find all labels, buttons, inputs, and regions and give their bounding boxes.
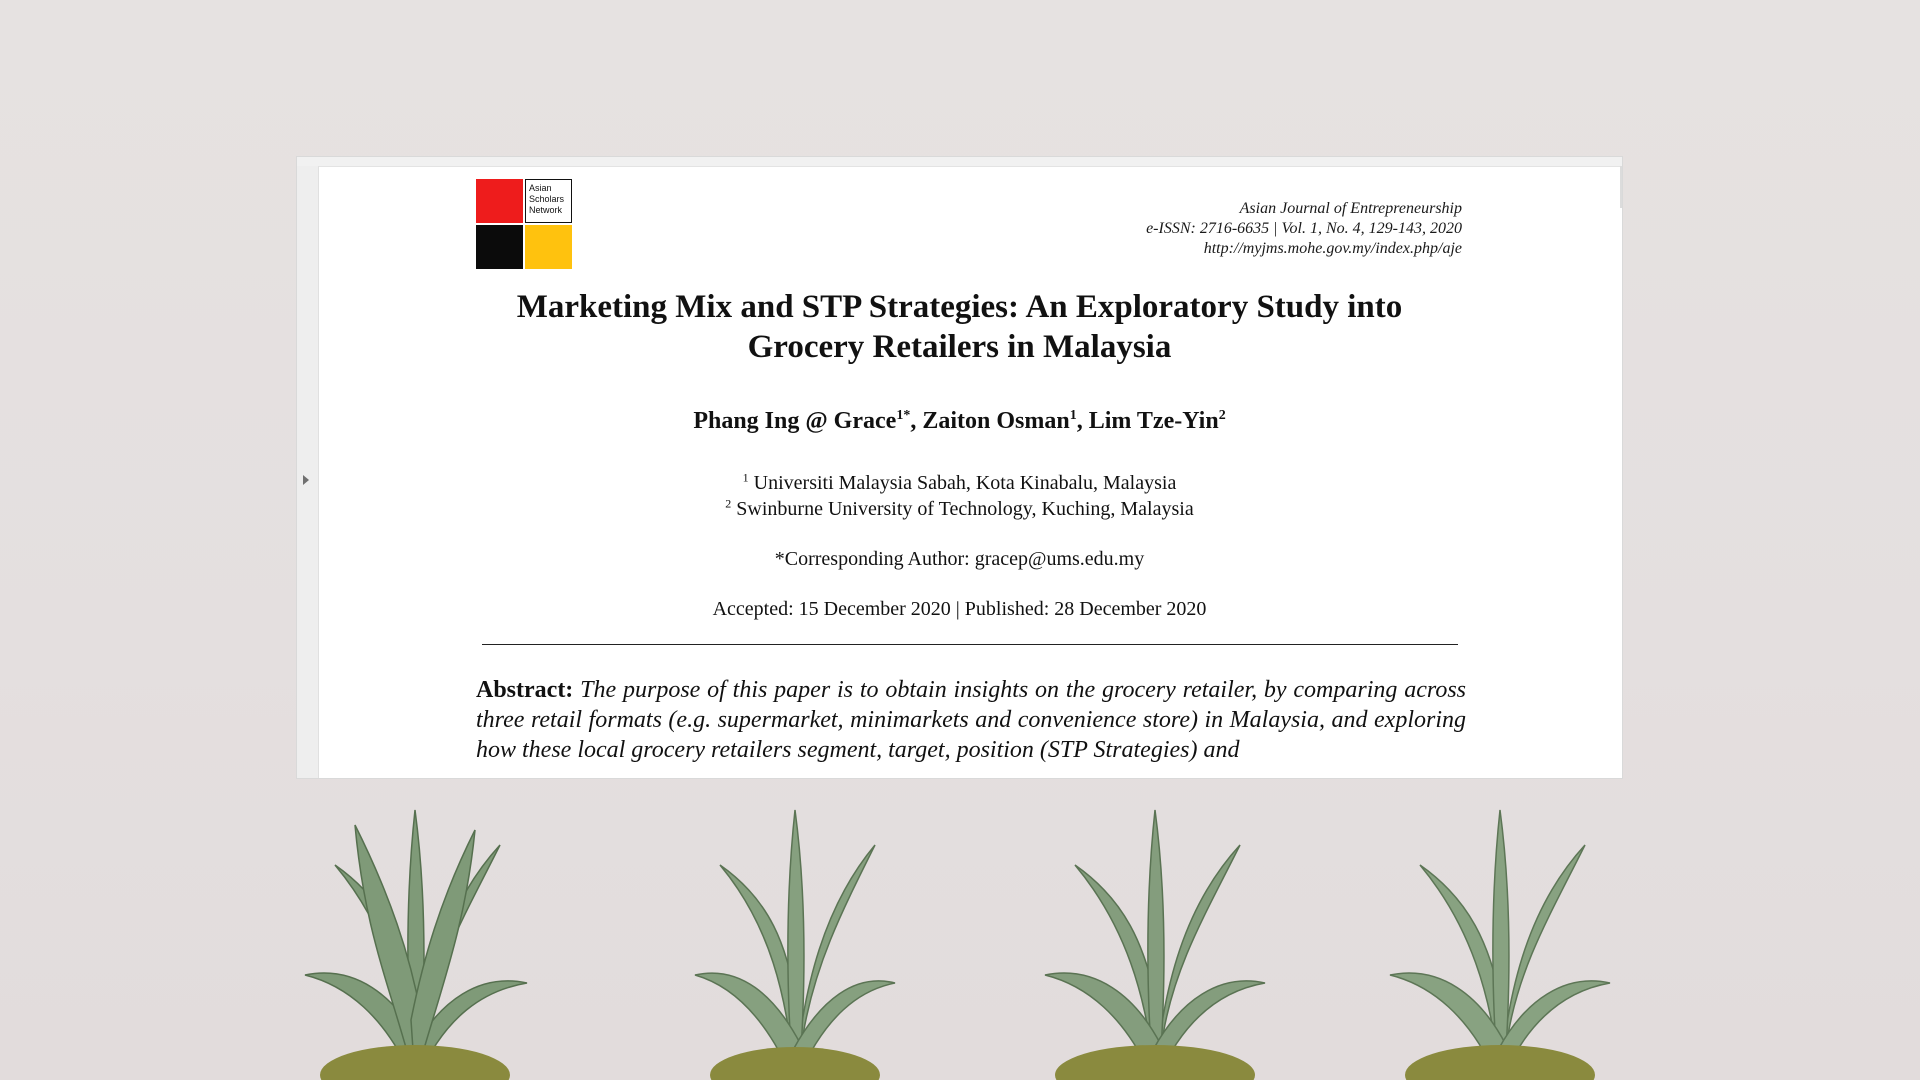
paper-title <box>437 287 1482 367</box>
author-name: Lim Tze-Yin <box>1088 408 1219 434</box>
pineapple-image <box>690 805 900 1080</box>
affiliation-sup: 2 <box>725 496 732 511</box>
journal-issn: e-ISSN: 2716-6635 | Vol. 1, No. 4, 129-143, 2020 <box>1146 220 1462 237</box>
corresponding-author: *Corresponding Author: gracep@ums.edu.my <box>774 548 1145 570</box>
logo-label: Asian Scholars Network <box>529 183 565 215</box>
abstract <box>476 675 1466 765</box>
affiliation-text: Swinburne University of Technology, Kuching, Malaysia <box>736 498 1194 520</box>
logo-red-square <box>476 179 523 223</box>
viewer-right-edge <box>1620 166 1622 208</box>
journal-info <box>1146 199 1462 259</box>
pineapple-image <box>1040 805 1270 1080</box>
author-name: Zaiton Osman <box>922 408 1070 434</box>
journal-url: http://myjms.mohe.gov.my/index.php/aje <box>1203 240 1462 257</box>
author-name: Phang Ing @ Grace <box>693 408 897 434</box>
abstract-text: The purpose of this paper is to obtain insights on the grocery retailer, by comparing across three retail formats (e.g. supermarket, minimarkets and convenience store) in Malaysia, and exploring how these local grocery retailers segment, target, position (STP Strategies) and <box>476 677 1467 763</box>
viewer-top-bar <box>297 157 1622 167</box>
publisher-logo <box>476 179 574 271</box>
document-preview <box>297 157 1622 778</box>
logo-yellow-square <box>525 225 572 269</box>
affiliation-item <box>437 496 1482 522</box>
pineapple-image <box>1385 805 1615 1080</box>
paper-title-line2: Grocery Retailers in Malaysia <box>747 329 1172 365</box>
logo-black-square <box>476 225 523 269</box>
abstract-label: Abstract: <box>476 677 574 703</box>
affiliation-text: Universiti Malaysia Sabah, Kota Kinabalu, Malaysia <box>753 472 1177 494</box>
journal-name: Asian Journal of Entrepreneurship <box>1239 200 1462 217</box>
author-list: Phang Ing @ Grace$^{1*}$, Zaiton Osman$^1$, Lim Tze-Yin$^2$ <box>693 408 1226 434</box>
affiliation-item <box>437 470 1482 496</box>
affiliations <box>437 470 1482 522</box>
divider <box>482 644 1458 645</box>
paper-title-line1: Marketing Mix and STP Strategies: An Exploratory Study into <box>516 289 1403 325</box>
author-sup: 2 <box>1218 408 1226 423</box>
author-sup: 1 <box>1069 408 1077 423</box>
pineapple-image <box>295 805 535 1080</box>
expand-arrow-icon[interactable] <box>303 475 309 485</box>
affiliation-sup: 1 <box>742 470 749 485</box>
viewer-side-gutter <box>297 166 319 778</box>
author-sup: 1* <box>896 408 911 423</box>
logo-label-box <box>525 179 572 223</box>
publication-dates: Accepted: 15 December 2020 | Published: 28 December 2020 <box>712 598 1207 620</box>
